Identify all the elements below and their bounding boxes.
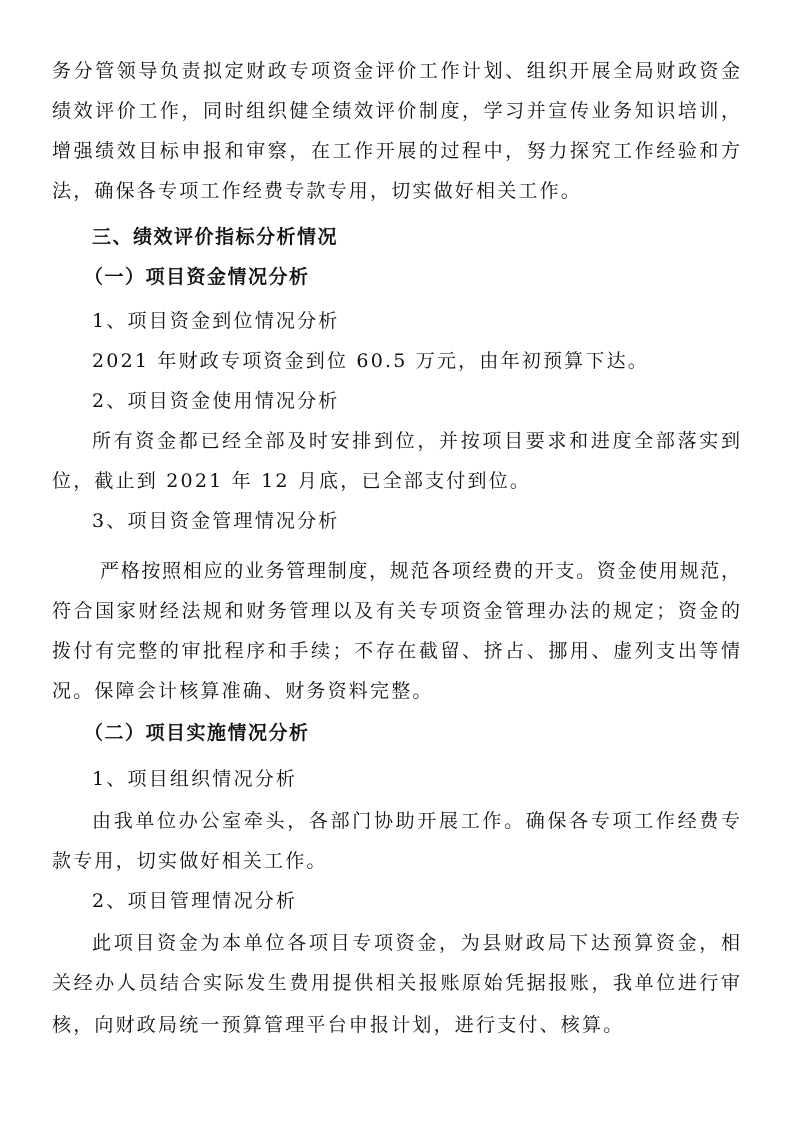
paragraph-line: 拨付有完整的审批程序和手续；不存在截留、挤占、挪用、虚列支出等情 bbox=[52, 640, 740, 662]
paragraph-line: 位，截止到 2021 年 12 月底，已全部支付到位。 bbox=[52, 470, 532, 492]
paragraph-line: 核，向财政局统一预算管理平台申报计划，进行支付、核算。 bbox=[52, 1014, 625, 1036]
item-heading: 1、项目组织情况分析 bbox=[92, 768, 298, 790]
paragraph-line: 增强绩效目标申报和审察，在工作开展的过程中，努力探究工作经验和方 bbox=[52, 140, 740, 162]
item-heading: 2、项目资金使用情况分析 bbox=[92, 390, 340, 412]
item-heading: 1、项目资金到位情况分析 bbox=[92, 310, 340, 332]
subsection-heading: （二）项目实施情况分析 bbox=[84, 722, 310, 744]
paragraph-line: 此项目资金为本单位各项目专项资金，为县财政局下达预算资金，相 bbox=[92, 932, 740, 954]
paragraph-line: 所有资金都已经全部及时安排到位，并按项目要求和进度全部落实到 bbox=[92, 430, 740, 452]
paragraph-line: 关经办人员结合实际发生费用提供相关报账原始凭据报账，我单位进行审 bbox=[52, 972, 740, 994]
item-heading: 2、项目管理情况分析 bbox=[92, 890, 298, 912]
section-heading: 三、绩效评价指标分析情况 bbox=[92, 226, 339, 248]
paragraph-line: 法，确保各专项工作经费专款专用，切实做好相关工作。 bbox=[52, 180, 583, 202]
paragraph-line: 2021 年财政专项资金到位 60.5 万元，由年初预算下达。 bbox=[92, 350, 649, 372]
paragraph-line: 严格按照相应的业务管理制度，规范各项经费的开支。资金使用规范， bbox=[100, 560, 740, 582]
paragraph-line: 由我单位办公室牵头，各部门协助开展工作。确保各专项工作经费专 bbox=[92, 810, 740, 832]
paragraph-line: 符合国家财经法规和财务管理以及有关专项资金管理办法的规定；资金的 bbox=[52, 600, 740, 622]
item-heading: 3、项目资金管理情况分析 bbox=[92, 510, 340, 532]
paragraph-line: 款专用，切实做好相关工作。 bbox=[52, 850, 328, 872]
paragraph-line: 绩效评价工作，同时组织健全绩效评价制度，学习并宣传业务知识培训， bbox=[52, 100, 740, 122]
paragraph-line: 况。保障会计核算准确、财务资料完整。 bbox=[52, 680, 434, 702]
subsection-heading: （一）项目资金情况分析 bbox=[84, 266, 310, 288]
paragraph-line: 务分管领导负责拟定财政专项资金评价工作计划、组织开展全局财政资金 bbox=[52, 60, 740, 82]
